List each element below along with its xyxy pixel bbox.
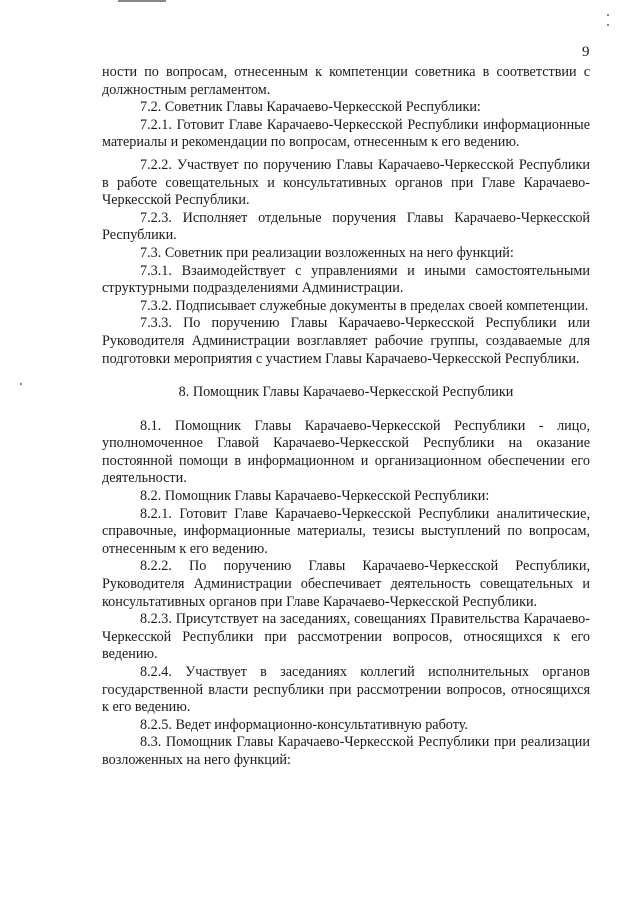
paragraph: 7.2.3. Исполняет отдельные поручения Главы Карачаево-Черкесской Республики.	[102, 209, 590, 244]
paragraph: 8.2.4. Участвует в заседаниях коллегий исполнительных органов государственной власти республики при рассмотрении вопросов, относящихся к его ведению.	[102, 664, 590, 716]
paragraph: 7.2.2. Участвует по поручению Главы Карачаево-Черкесской Республики в работе совещательных и консультативных органов при Главе Карачаево-Черкесской Республики.	[102, 156, 590, 209]
scan-dot-right-2	[607, 24, 609, 26]
paragraph: 7.3.1. Взаимодействует с управлениями и иными самостоятельными структурными подразделениями Администрации.	[102, 262, 590, 297]
paragraph: 8.3. Помощник Главы Карачаево-Черкесской Республики при реализации возложенных на него функций:	[102, 734, 590, 768]
paragraph: 7.3. Советник при реализации возложенных на него функций:	[140, 244, 514, 261]
paragraph: ности по вопросам, отнесенным к компетенции советника в соответствии с должностным регламентом.	[102, 64, 590, 98]
paragraph: 7.2. Советник Главы Карачаево-Черкесской Республики:	[140, 99, 481, 116]
scan-dot-left	[20, 383, 22, 385]
paragraph: 7.3.3. По поручению Главы Карачаево-Черкесской Республики или Руководителя Администрации возглавляет рабочие группы, создаваемые для подготовки мероприятия с участием Главы Карачаево-Черкесской Республики.	[102, 315, 590, 367]
paragraph: 8.2.5. Ведет информационно-консультативную работу.	[140, 716, 468, 733]
spacer	[102, 368, 590, 384]
paragraph: 8.1. Помощник Главы Карачаево-Черкесской Республики - лицо, уполномоченное Главой Карачаево-Черкесской Республики на оказание постоянной помощи в информационном и организационном обеспечении его деятельности.	[102, 417, 590, 487]
scan-dot-right-1	[607, 14, 609, 16]
section-heading: 8. Помощник Главы Карачаево-Черкесской Республики	[178, 384, 514, 401]
paragraph: 8.2.3. Присутствует на заседаниях, совещаниях Правительства Карачаево-Черкесской Республики при рассмотрении вопросов, относящихся к его ведению.	[102, 611, 590, 663]
page-number: 9	[582, 44, 590, 60]
paragraph: 8.2. Помощник Главы Карачаево-Черкесской Республики:	[140, 488, 490, 505]
spacer	[102, 402, 590, 418]
document-body	[102, 64, 590, 770]
paragraph: 8.2.1. Готовит Главе Карачаево-Черкесской Республики аналитические, справочные, информационные материалы, тезисы выступлений по вопросам, отнесенным к его ведению.	[102, 505, 590, 557]
scan-mark-top	[118, 0, 166, 2]
paragraph: 8.2.2. По поручению Главы Карачаево-Черкесской Республики, Руководителя Администрации обеспечивает деятельность совещательных и консультативных органов при Главе Карачаево-Черкесской Республики.	[102, 558, 590, 610]
paragraph: 7.2.1. Готовит Главе Карачаево-Черкесской Республики информационные материалы и рекомендации по вопросам, отнесенным к его ведению.	[102, 116, 590, 151]
paragraph: 7.3.2. Подписывает служебные документы в пределах своей компетенции.	[140, 297, 589, 314]
